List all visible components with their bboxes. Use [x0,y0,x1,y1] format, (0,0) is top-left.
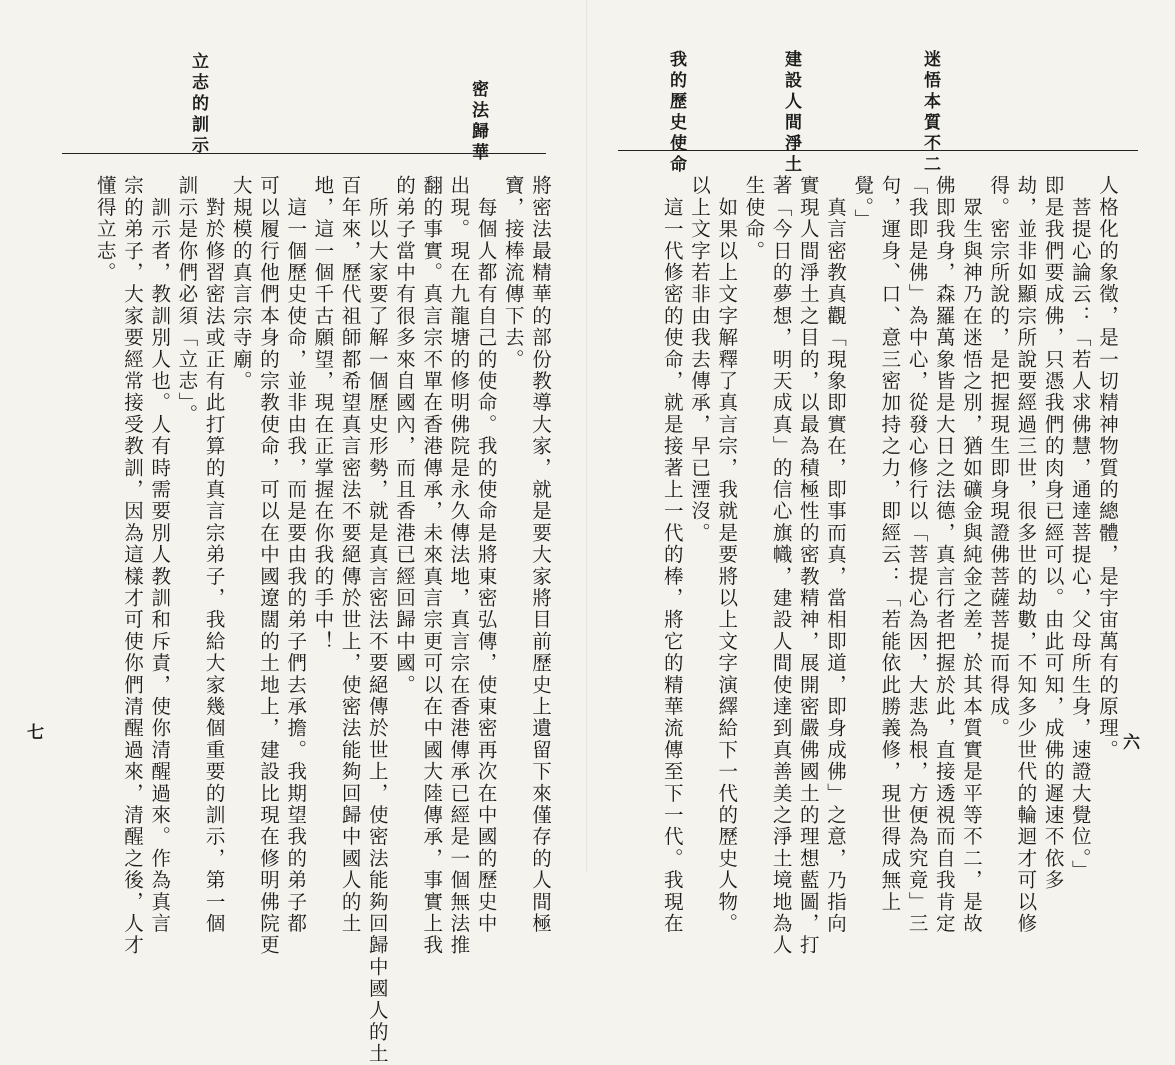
left-page-number: 七 [27,723,44,743]
right-header-1: 迷悟本質不二 [920,50,940,176]
text-column: 這一代修密的使命，就是接著上一代的棒，將它的精華流傳至下一代。我現在 [660,175,684,935]
text-column: 得。密宗所說的，是把握現生即身現證佛菩薩菩提而得成。 [987,175,1011,740]
text-column: 菩提心論云：「若人求佛慧，通達菩提心，父母所生身，速證大覺位。」 [1068,175,1092,882]
text-column: 懂得立志。 [93,175,117,284]
text-column: 百年來，歷代祖師都希望真言密法不要絕傳於世上，使密法能夠回歸中國人的土 [338,175,362,935]
text-column: 出現。現在九龍塘的修明佛院是永久傳法地，真言宗在香港傳承已經是一個無法推 [447,175,471,957]
text-column: 宗的弟子，大家要經常接受教訓，因為這樣才可使你們清醒過來，清醒之後，人才 [121,175,144,957]
text-column: 如果以上文字解釋了真言宗，我就是要將以上文字演繹給下一代的歷史人物。 [715,175,739,935]
text-column: 可以履行他們本身的宗教使命，可以在中國遼闊的土地上，建設比現在修明佛院更 [257,175,280,957]
text-column: 即是我們要成佛，只憑我們的肉身已經可以。由此可知，成佛的遲速不依多 [1041,175,1065,892]
right-header-2: 建設人間淨土 [781,50,801,176]
text-column: 「我即是佛」為中心，從發心修行以「菩提心為因，大悲為根，方便為究竟」三 [905,175,929,935]
text-column: 將密法最精華的部份教導大家，就是要大家將目前歷史上遺留下來僅存的人間極 [529,175,552,935]
text-column: 句，運身、口、意三密加持之力，即經云：「若能依此勝義修，現世得成無上 [878,175,902,913]
text-column: 訓示者，教訓別人也。人有時需要別人教訓和斥責，使你清醒過來。作為真言 [148,175,172,935]
text-column: 對於修習密法或正有此打算的真言宗弟子，我給大家幾個重要的訓示，第一個 [202,175,226,935]
text-column: 真言密教真觀「現象即實在，即事而真，當相即道，即身成佛」之意，乃指向 [824,175,847,935]
right-page [588,0,1175,957]
text-column: 佛即我身，森羅萬象皆是大日之法德，真言行者把握於此，直接透視而自我肯定 [932,175,956,935]
text-column: 實現人間淨土之目的，以最為積極性的密教精神，展開密嚴佛國土的理想藍圖，打 [796,175,820,957]
text-column: 人格化的象徵，是一切精神物質的總體，是宇宙萬有的原理。 [1096,175,1119,761]
text-column: 眾生與神乃在迷悟之別，猶如礦金與純金之差，於其本質實是平等不二，是故 [960,175,983,935]
right-header-rule [618,150,1138,151]
right-page-number: 六 [1123,733,1140,753]
text-column: 地，這一個千古願望，現在正掌握在你我的手中！ [311,175,335,653]
text-column: 著「今日的夢想，明天成真」的信心旗幟，建設人間使達到真善美之淨土境地為人 [769,175,793,957]
text-column: 的弟子當中有很多來自國內，而且香港已經回歸中國。 [393,175,416,696]
text-column: 以上文字若非由我去傳承，早已湮沒。 [688,175,711,544]
text-column: 生使命。 [742,175,766,262]
left-header-2: 立志的訓示 [188,52,208,157]
text-column: 大規模的真言宗寺廟。 [229,175,253,392]
text-column: 這一個歷史使命，並非由我，而是要由我的弟子們去承擔。我期望我的弟子都 [284,175,308,935]
text-column: 劫，並非如顯宗所說要經過三世，很多世的劫數，不知多少世代的輪迴才可以修 [1014,175,1038,935]
left-header-rule [62,153,546,154]
text-column: 翻的事實。真言宗不單在香港傳承，未來真言宗更可以在中國大陸傳承，事實上我 [420,175,444,957]
text-column: 覺。」 [851,175,875,231]
right-header-3: 我的歷史使命 [666,50,686,176]
left-header-1: 密法歸華 [468,80,488,164]
text-column: 每個人都有自己的使命。我的使命是將東密弘傳，使東密再次在中國的歷史中 [474,175,498,935]
text-column: 寶，接棒流傳下去。 [501,175,525,371]
text-column: 訓示是你們必須「立志」。 [175,175,199,426]
text-column: 所以大家要了解一個歷史形勢，就是真言密法不要絕傳於世上，使密法能夠回歸中國人的土 [365,175,389,1065]
